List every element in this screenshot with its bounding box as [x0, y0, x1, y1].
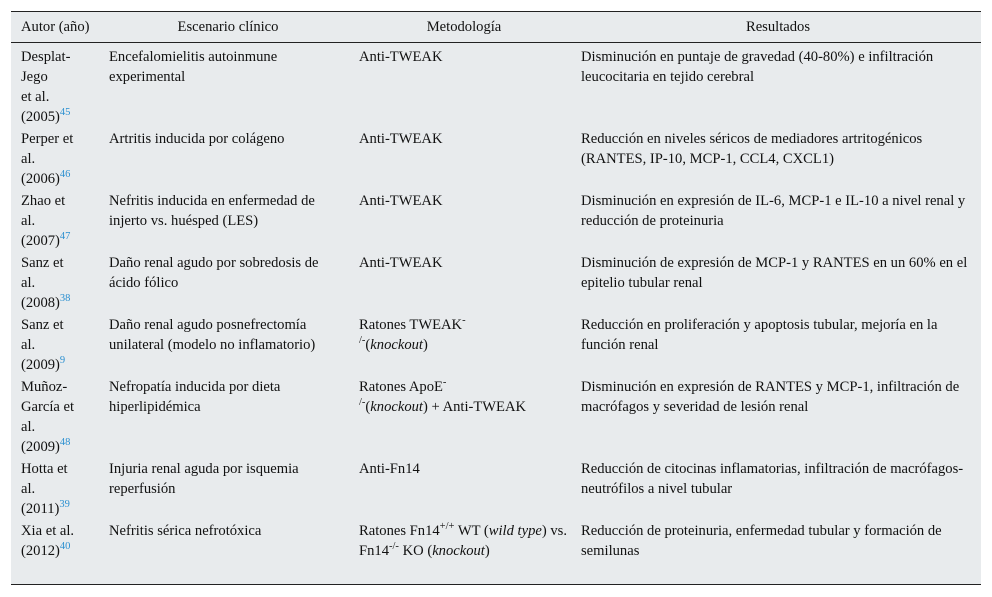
method-superscript: -: [462, 315, 466, 327]
author-cell: [11, 252, 103, 314]
method-italic: wild type: [488, 523, 542, 539]
header-method: Metodología: [353, 12, 575, 43]
method-italic: knockout: [432, 543, 485, 559]
method-cell: Anti-TWEAK: [359, 255, 443, 271]
author-line: Muñoz-: [21, 379, 68, 395]
scenario-cell: Daño renal agudo por sobredosis de ácido fólico: [109, 255, 319, 291]
author-cell: [11, 128, 103, 190]
reference-link[interactable]: 38: [59, 293, 71, 305]
results-cell: Disminución en puntaje de gravedad (40-80%) e infiltración leucocitaria en tejido cerebral: [581, 49, 934, 85]
results-cell: Reducción en niveles séricos de mediadores artritogénicos (RANTES, IP-10, MCP-1, CCL4, CXCL1): [581, 131, 923, 167]
author-line: al.: [21, 213, 36, 229]
studies-table-container: [11, 11, 981, 585]
author-line: Jego: [21, 69, 48, 85]
method-text: ) + Anti-TWEAK: [422, 399, 527, 415]
reference-link[interactable]: 46: [59, 169, 71, 181]
author-line: Sanz et: [21, 255, 64, 271]
method-text: (: [365, 399, 371, 415]
table-row: [11, 376, 981, 458]
studies-table: [11, 12, 981, 562]
author-cell: [11, 520, 103, 562]
author-year: (2005): [21, 109, 60, 125]
table-row: [11, 314, 981, 376]
table-row: [11, 458, 981, 520]
author-year: (2011): [21, 501, 60, 517]
author-cell: [11, 376, 103, 458]
scenario-cell: Injuria renal aguda por isquemia reperfusión: [109, 461, 299, 497]
header-scenario: Escenario clínico: [103, 12, 353, 43]
method-italic: knockout: [370, 399, 423, 415]
reference-link[interactable]: 9: [59, 355, 66, 367]
method-text: Ratones ApoE: [359, 379, 443, 395]
author-line: al.: [21, 151, 36, 167]
scenario-cell: Daño renal agudo posnefrectomía unilateral (modelo no inflamatorio): [109, 317, 316, 353]
reference-link[interactable]: 47: [59, 231, 71, 243]
reference-link[interactable]: 40: [59, 541, 71, 553]
method-cell: Anti-Fn14: [359, 461, 420, 477]
method-text: WT (: [454, 523, 489, 539]
scenario-cell: Nefritis sérica nefrotóxica: [109, 523, 262, 539]
author-line: al.: [21, 481, 36, 497]
author-year: (2012): [21, 543, 60, 559]
method-cell: [353, 314, 575, 376]
method-text: KO (: [398, 543, 433, 559]
method-text: ) vs. Fn14: [359, 523, 568, 559]
method-text: ): [484, 543, 490, 559]
method-superscript: -: [442, 377, 447, 389]
author-line: al.: [21, 275, 36, 291]
author-year: (2007): [21, 233, 60, 249]
author-year: (2009): [21, 439, 60, 455]
table-row: [11, 128, 981, 190]
results-cell: Reducción en proliferación y apoptosis tubular, mejoría en la función renal: [581, 317, 938, 353]
method-superscript: -/-: [389, 541, 399, 553]
method-cell: [353, 520, 575, 562]
method-cell: Anti-TWEAK: [359, 131, 443, 147]
table-row: [11, 520, 981, 562]
method-text: Ratones Fn14: [359, 523, 440, 539]
author-line: et al.: [21, 89, 50, 105]
results-cell: Disminución en expresión de IL-6, MCP-1 e IL-10 a nivel renal y reducción de proteinuria: [581, 193, 966, 229]
method-italic: knockout: [370, 337, 423, 353]
header-author: Autor (año): [11, 12, 103, 43]
author-line: García et: [21, 399, 75, 415]
scenario-cell: Encefalomielitis autoinmune experimental: [109, 49, 278, 85]
method-superscript: /-: [359, 335, 366, 347]
reference-link[interactable]: 39: [59, 499, 70, 511]
author-line: Desplat-: [21, 49, 71, 65]
scenario-cell: Artritis inducida por colágeno: [109, 131, 285, 147]
scenario-cell: Nefritis inducida en enfermedad de injerto vs. huésped (LES): [109, 193, 315, 229]
method-superscript: +/+: [439, 521, 455, 533]
header-row: [11, 12, 981, 43]
author-line: al.: [21, 337, 36, 353]
author-year: (2009): [21, 357, 60, 373]
table-row: [11, 252, 981, 314]
author-cell: [11, 458, 103, 520]
table-row: [11, 43, 981, 129]
results-cell: Disminución de expresión de MCP-1 y RANTES en un 60% en el epitelio tubular renal: [581, 255, 968, 291]
method-cell: Anti-TWEAK: [359, 49, 443, 65]
author-cell: [11, 190, 103, 252]
header-results: Resultados: [575, 12, 981, 43]
author-year: (2008): [21, 295, 60, 311]
author-cell: [11, 43, 103, 129]
author-line: Zhao et: [21, 193, 66, 209]
method-cell: [353, 376, 575, 458]
method-text: ): [422, 337, 428, 353]
author-line: Sanz et: [21, 317, 64, 333]
method-superscript: /-: [359, 397, 366, 409]
reference-link[interactable]: 48: [59, 437, 71, 449]
author-cell: [11, 314, 103, 376]
results-cell: Disminución en expresión de RANTES y MCP-1, infiltración de macrófagos y severidad de lesión renal: [581, 379, 960, 415]
method-cell: Anti-TWEAK: [359, 193, 443, 209]
author-line: al.: [21, 419, 36, 435]
scenario-cell: Nefropatía inducida por dieta hiperlipidémica: [109, 379, 281, 415]
reference-link[interactable]: 45: [59, 107, 71, 119]
method-text: Ratones TWEAK: [359, 317, 463, 333]
author-year: (2006): [21, 171, 60, 187]
author-line: Perper et: [21, 131, 74, 147]
results-cell: Reducción de citocinas inflamatorias, infiltración de macrófagos-neutrófilos a nivel tubular: [581, 461, 964, 497]
results-cell: Reducción de proteinuria, enfermedad tubular y formación de semilunas: [581, 523, 942, 559]
method-text: (: [365, 337, 371, 353]
author-line: Xia et al.: [21, 523, 75, 539]
table-row: [11, 190, 981, 252]
author-line: Hotta et: [21, 461, 68, 477]
